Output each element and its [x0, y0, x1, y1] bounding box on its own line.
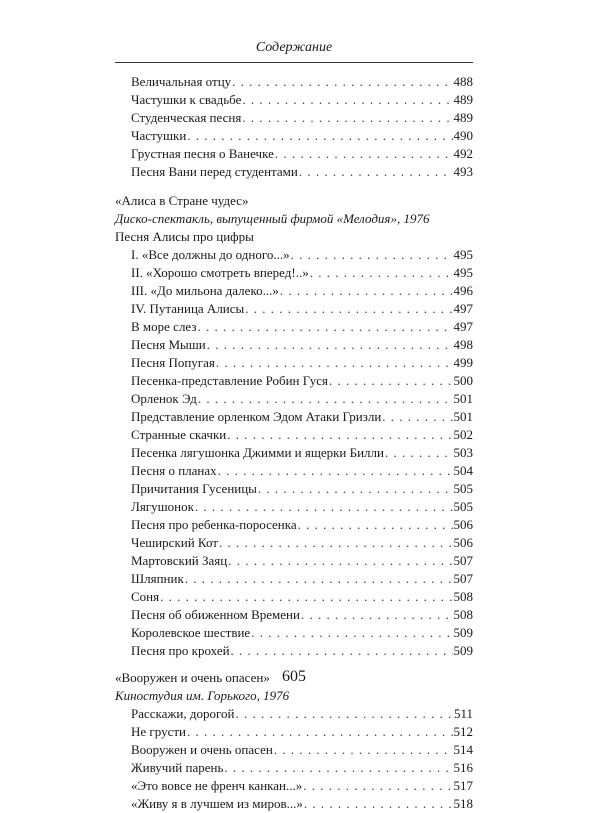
dot-leader	[216, 354, 453, 372]
toc-entry-page: 501	[453, 391, 473, 406]
toc-entry	[115, 127, 473, 145]
toc-entry	[115, 642, 473, 660]
dot-leader	[187, 127, 452, 145]
toc-entry-title: Лягушонок	[131, 499, 194, 514]
toc-entry-title: Не грусти	[131, 724, 186, 739]
toc-entry-page: 509	[453, 643, 473, 658]
toc-entry-title: Расскажи, дорогой	[131, 706, 235, 721]
toc-entry-title: Песня об обиженном Времени	[131, 607, 300, 622]
toc-entry	[115, 264, 473, 282]
dot-leader	[382, 408, 452, 426]
toc-entry	[115, 516, 473, 534]
toc-entry-title: Частушки	[131, 128, 187, 143]
toc-entry-title: Королевское шествие	[131, 625, 251, 640]
dot-leader	[299, 163, 453, 181]
dot-leader	[160, 588, 452, 606]
toc-entry-title: I. «Все должны до одного...»	[131, 247, 290, 262]
toc-entry-title: Песня про крохей	[131, 643, 230, 658]
toc-entry-page: 506	[453, 517, 473, 532]
toc-entry-page: 512	[453, 724, 473, 739]
dot-leader	[245, 300, 452, 318]
toc-entry-title: Песенка лягушонка Джимми и ящерки Билли	[131, 445, 384, 460]
toc-entry	[115, 480, 473, 498]
toc-entry-title: В море слез	[131, 319, 197, 334]
dot-leader	[280, 282, 453, 300]
dot-leader	[301, 606, 453, 624]
dot-leader	[304, 795, 453, 813]
dot-leader	[235, 705, 453, 723]
toc-entry-title: Причитания Гусеницы	[131, 481, 257, 496]
toc-entry	[115, 552, 473, 570]
toc-entry-page: 505	[453, 499, 473, 514]
section-subtitle-armed: Киностудия им. Горького, 1976	[115, 688, 290, 703]
dot-leader	[329, 372, 452, 390]
toc-entry	[115, 390, 473, 408]
toc-entry-page: 505	[453, 481, 473, 496]
dot-leader	[219, 534, 453, 552]
toc-entry-title: II. «Хорошо смотреть вперед!..»	[131, 265, 309, 280]
toc-entry-page: 511	[453, 706, 473, 721]
section-title-armed: «Вооружен и очень опасен»	[115, 670, 270, 685]
toc-entry-page: 516	[453, 760, 473, 775]
toc-entry	[115, 444, 473, 462]
songs-group-title: Песня Алисы про цифры	[115, 229, 254, 244]
dot-leader	[218, 462, 453, 480]
toc-entry-page: 489	[453, 92, 473, 107]
toc-entry-page: 502	[453, 427, 473, 442]
dot-leader	[232, 73, 452, 91]
toc-entry-title: IV. Путаница Алисы	[131, 301, 245, 316]
toc-entry-title: Странные скачки	[131, 427, 227, 442]
toc-entry-page: 509	[453, 625, 473, 640]
dot-leader	[185, 570, 453, 588]
header-rule	[115, 62, 473, 63]
toc-entry	[115, 109, 473, 127]
dot-leader	[198, 390, 453, 408]
toc-entry-page: 489	[453, 110, 473, 125]
toc-entry	[115, 246, 473, 264]
dot-leader	[198, 318, 453, 336]
toc-entry-title: Величальная отцу	[131, 74, 232, 89]
toc-entry-page: 490	[453, 128, 473, 143]
dot-leader	[242, 109, 452, 127]
toc-entry	[115, 300, 473, 318]
toc-entry	[115, 777, 473, 795]
toc-entry	[115, 705, 473, 723]
toc-entry-page: 518	[453, 796, 473, 811]
toc-entry-title: Песня Вани перед студентами	[131, 164, 298, 179]
dot-leader	[207, 336, 453, 354]
toc-entry	[115, 741, 473, 759]
toc-entry	[115, 145, 473, 163]
toc-entry-title: Песня Попугая	[131, 355, 215, 370]
dot-leader	[298, 516, 453, 534]
toc-entry-title: Песня о планах	[131, 463, 217, 478]
toc-entry-page: 504	[453, 463, 473, 478]
toc-entry-title: Вооружен и очень опасен	[131, 742, 273, 757]
toc-entry-page: 495	[453, 265, 473, 280]
toc-entry-page: 503	[453, 445, 473, 460]
dot-leader	[187, 723, 453, 741]
toc-entry-title: Соня	[131, 589, 160, 604]
dot-leader	[291, 246, 453, 264]
toc-group-alice-songs	[115, 246, 473, 318]
dot-leader	[195, 498, 453, 516]
toc-entry	[115, 588, 473, 606]
running-head: Содержание	[255, 40, 333, 55]
dot-leader	[251, 624, 452, 642]
toc-entry	[115, 723, 473, 741]
toc-entry-title: «Живу я в лучшем из миров...»	[131, 796, 303, 811]
toc-entry-page: 488	[453, 74, 473, 89]
toc-entry	[115, 624, 473, 642]
toc-group-top	[115, 73, 473, 181]
dot-leader	[385, 444, 453, 462]
toc-entry	[115, 73, 473, 91]
toc-entry-page: 501	[453, 409, 473, 424]
dot-leader	[275, 145, 453, 163]
dot-leader	[258, 480, 453, 498]
toc-entry	[115, 91, 473, 109]
toc-entry	[115, 336, 473, 354]
toc-entry	[115, 570, 473, 588]
toc-group-alice	[115, 318, 473, 660]
dot-leader	[242, 91, 452, 109]
toc-entry-page: 517	[453, 778, 473, 793]
toc-entry-title: Живучий парень	[131, 760, 224, 775]
page-number: 605	[282, 668, 306, 685]
toc-entry-title: Песенка-представление Робин Гуся	[131, 373, 329, 388]
toc-entry-page: 507	[453, 553, 473, 568]
toc-entry	[115, 408, 473, 426]
toc-entry-title: Шляпник	[131, 571, 184, 586]
toc-entry-page: 493	[453, 164, 473, 179]
dot-leader	[231, 642, 453, 660]
toc-entry	[115, 282, 473, 300]
toc-entry-title: Грустная песня о Ванечке	[131, 146, 274, 161]
toc-entry-title: III. «До мильона далеко...»	[131, 283, 279, 298]
dot-leader	[228, 552, 452, 570]
toc-entry-page: 514	[453, 742, 473, 757]
dot-leader	[303, 777, 452, 795]
toc-entry	[115, 498, 473, 516]
toc-entry-title: Песня Мыши	[131, 337, 206, 352]
toc-entry-page: 498	[453, 337, 473, 352]
dot-leader	[224, 759, 452, 777]
toc-entry-page: 506	[453, 535, 473, 550]
toc-entry-title: Частушки к свадьбе	[131, 92, 242, 107]
dot-leader	[274, 741, 453, 759]
toc-entry	[115, 426, 473, 444]
toc-entry	[115, 795, 473, 813]
toc-entry-title: Чеширский Кот	[131, 535, 218, 550]
section-subtitle-alice: Диско-спектакль, выпущенный фирмой «Мелодия», 1976	[115, 211, 430, 226]
toc-entry-page: 492	[453, 146, 473, 161]
toc-entry-page: 508	[453, 607, 473, 622]
toc-entry-page: 495	[453, 247, 473, 262]
section-title-alice: «Алиса в Стране чудес»	[115, 193, 249, 208]
toc-entry-page: 508	[453, 589, 473, 604]
toc-entry	[115, 759, 473, 777]
toc-entry	[115, 606, 473, 624]
toc-entry-page: 496	[453, 283, 473, 298]
toc-entry-page: 497	[453, 319, 473, 334]
table-of-contents	[115, 73, 473, 813]
toc-entry	[115, 318, 473, 336]
toc-entry-title: Орленок Эд	[131, 391, 197, 406]
toc-entry-page: 500	[453, 373, 473, 388]
toc-entry-title: «Это вовсе не френч канкан...»	[131, 778, 303, 793]
toc-entry	[115, 534, 473, 552]
toc-group-armed	[115, 705, 473, 813]
toc-entry-page: 497	[453, 301, 473, 316]
toc-entry-title: Мартовский Заяц	[131, 553, 228, 568]
toc-entry	[115, 354, 473, 372]
dot-leader	[310, 264, 453, 282]
dot-leader	[227, 426, 452, 444]
toc-entry	[115, 163, 473, 181]
toc-entry-title: Студенческая песня	[131, 110, 242, 125]
toc-entry-title: Песня про ребенка-поросенка	[131, 517, 297, 532]
toc-entry-page: 499	[453, 355, 473, 370]
toc-entry	[115, 462, 473, 480]
toc-entry-title: Представление орленком Эдом Атаки Гризли	[131, 409, 382, 424]
toc-entry	[115, 372, 473, 390]
toc-entry-page: 507	[453, 571, 473, 586]
